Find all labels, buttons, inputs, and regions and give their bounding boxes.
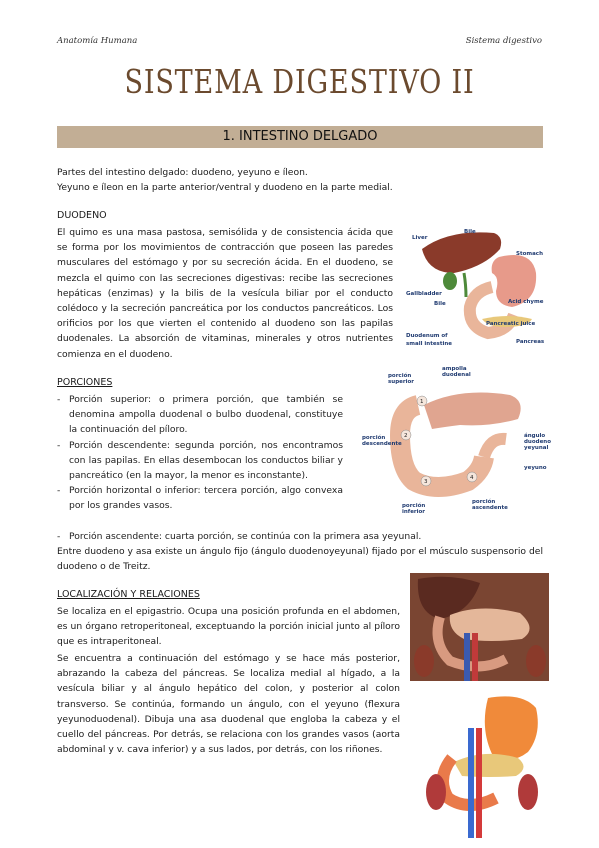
vena-cava-illustration [468,728,474,838]
duodeno-text: El quimo es una masa pastosa, semisólida y de consistencia ácida que se forma por los movimientos de contracción que poseen las paredes musculares del estómago y por su secreción ácida. En el duodeno, se mezcla el quimo con las secreciones digestivas: recibe las secreciones hepáticas (enzimas) y la bilis de la vesícula biliar por el conducto colédoco y la secreción pancreática por los conductos pancreáticos. Los orificios por los que vierten el contenido al duodeno son las papilas duodenales. La absorción de vitaminas, minerales y otros nutrientes comienza en el duodeno. [57,227,393,360]
marker-3-text: 3 [424,479,428,485]
page-title: SISTEMA DIGESTIVO II [124,62,475,101]
portions-diagram-svg [360,365,551,515]
label-pancreas: Pancreas [516,339,545,345]
header-left: Anatomía Humana [57,36,138,46]
label-angulo-2: duodeno [524,439,551,445]
porcion-item: - Porción ascendente: cuarta porción, se continúa con la primera asa yeyunal. [57,529,543,544]
gallbladder-shape [443,272,457,290]
label-angulo-3: yeyunal [524,445,549,451]
section-band: 1. INTESTINO DELGADO [57,126,543,148]
porcion-item: - Porción superior: o primera porción, que también se denomina ampolla duodenal o bulbo duodenal, constituye la continuación del píloro. [57,392,343,438]
liver-shape [422,232,501,273]
marker-4-text: 4 [470,475,474,481]
kidney-right-illustration [518,774,538,810]
label-duodenum-1: Duodenum of [406,333,448,339]
pancreas-illustration [454,754,524,777]
kidney-left-illustration [426,774,446,810]
pancreas-region [450,608,530,641]
intro-line-2: Yeyuno e íleon en la parte anterior/ventral y duodeno en la parte medial. [57,182,393,193]
porcion-item: - Porción horizontal o inferior: tercera porción, algo convexa por los grandes vasos. [57,483,343,513]
abdomen-svg [410,573,549,681]
localizacion-p1: Se localiza en el epigastrio. Ocupa una posición profunda en el abdomen, es un órgano retroperitoneal, exceptuando la porción inicial junto al píloro que es intraperitoneal. [57,606,400,648]
porciones-list [57,392,343,514]
label-duodenum-2: small intestine [406,341,452,347]
label-inferior-1: porción [402,503,426,509]
porciones-list-last [57,529,543,544]
label-descendente-2: descendente [362,441,402,447]
label-angulo-1: ángulo [524,433,546,439]
label-gallbladder: Gallbladder [406,291,442,297]
header-right: Sistema digestivo [465,36,542,46]
label-ampolla-2: duodenal [442,372,471,378]
duodenum-digestion-figure [404,215,548,355]
duodenal-portions-figure [360,365,551,515]
stomach-illustration [485,696,538,759]
porciones-after-text: Entre duodeno y asa existe un ángulo fijo (ángulo duodenoyeyunal) fijado por el músculo suspensorio del duodeno o de Treitz. [57,546,543,573]
bile-duct-shape [464,273,466,297]
abdomen-relations-figure [410,573,549,681]
aorta-illustration [476,728,482,838]
label-ascendente-1: porción [472,499,496,505]
marker-1-text: 1 [420,399,424,405]
label-superior-2: superior [388,379,414,385]
label-descendente-1: porción [362,435,386,441]
duodeno-heading: DUODENO [57,210,107,221]
label-acid-chyme: Acid chyme [508,299,544,305]
label-superior-1: porción [388,373,412,379]
kidney-left-region [414,645,434,677]
porcion-item: - Porción descendente: segunda porción, nos encontramos con las papilas. En ellas desembocan los conductos biliar y pancreático (en la mayor, la menor es inconstante). [57,438,343,484]
label-bile-low: Bile [434,301,446,307]
digestion-diagram-svg [404,215,548,355]
label-yeyuno: yeyuno [524,465,547,471]
kidney-right-region [526,645,546,677]
label-inferior-2: inferior [402,509,426,515]
label-pancreatic-juice: Pancreatic juice [486,321,536,327]
label-stomach: Stomach [516,251,543,257]
label-ascendente-2: ascendente [472,505,508,511]
vena-cava-region [464,633,470,681]
label-liver: Liver [412,235,428,241]
pancreas-duodenum-figure [418,688,548,838]
label-bile-top: Bile [464,229,476,235]
pancreas-body-shape [424,393,521,429]
marker-2-text: 2 [404,433,408,439]
intro-line-1: Partes del intestino delgado: duodeno, yeyuno e íleon. [57,167,308,178]
aorta-region [472,633,478,681]
pancreas-svg [418,688,548,838]
porciones-heading: PORCIONES [57,377,113,388]
localizacion-p2: Se encuentra a continuación del estómago y se hace más posterior, abrazando la cabeza del páncreas. Se localiza medial al hígado, a la vesícula biliar y al ángulo hepático del colon, y posterior al colon transverso. Se continúa, formando un ángulo, con el yeyuno (flexura yeyunoduodenal). Dibuja una asa duodenal que engloba la cabeza y el cuello del páncreas. Por detrás, se relaciona con los grandes vasos (aorta abdominal y v. cava inferior) y a sus lados, por detrás, con los riñones. [57,653,400,756]
localizacion-heading: LOCALIZACIÓN Y RELACIONES [57,589,200,600]
jejunum-shape [484,439,506,457]
label-ampolla-1: ampolla [442,366,467,372]
